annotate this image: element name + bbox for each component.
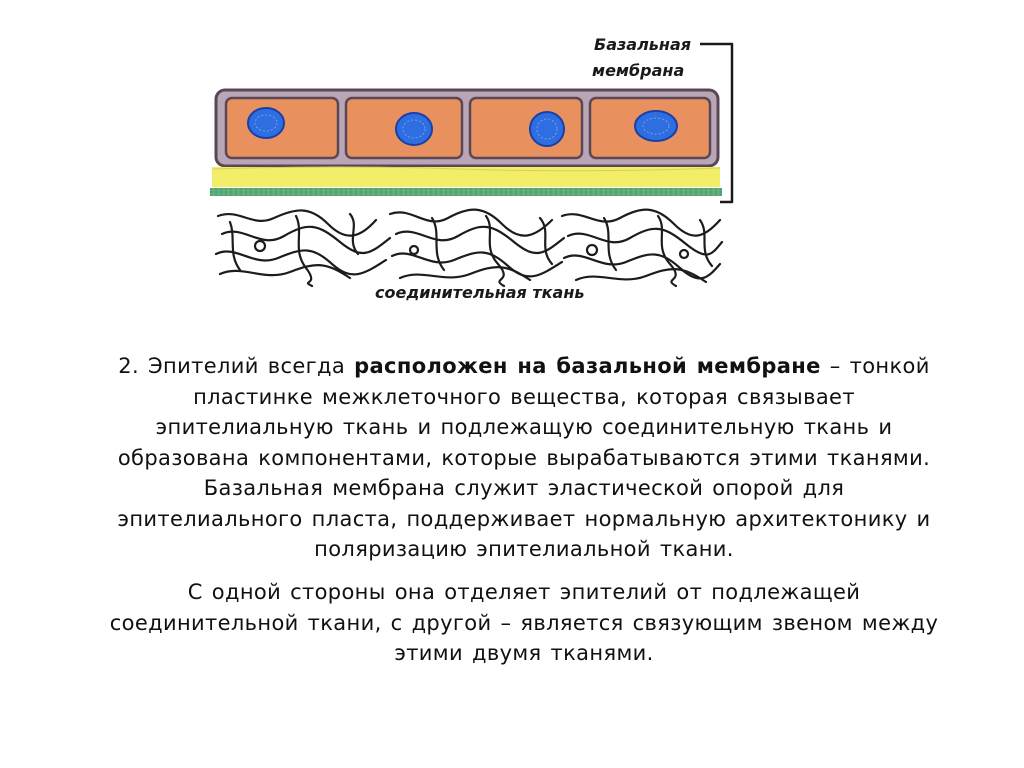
paragraph-separation <box>40 577 1008 669</box>
epithelial-cell <box>590 98 710 158</box>
paragraph-1-line-2: пластинке межклеточного вещества, которая связывает <box>193 384 855 409</box>
paragraph-2-line-3: этими двумя тканями. <box>394 641 654 665</box>
nucleus <box>635 111 677 141</box>
paragraph-1-line-7: поляризацию эпителиальной ткани. <box>314 537 734 561</box>
emphasis-basal-membrane: расположен на базальной мембране <box>354 354 821 378</box>
paragraph-1-line-4: образована компонентами, которые вырабатываются этими тканями. <box>117 445 931 470</box>
paragraph-2-line-1: С одной стороны она отделяет эпителий от подлежащей <box>187 580 861 604</box>
basal-membrane-label-line2: мембрана <box>592 61 685 80</box>
paragraph-1-line-1 <box>40 351 1008 382</box>
nucleus <box>248 108 284 138</box>
basal-membrane-label-line1: Базальная <box>594 35 692 54</box>
epithelial-cell <box>226 98 338 158</box>
connective-tissue-label: соединительная ткань <box>375 283 585 302</box>
paragraph-basal-membrane <box>40 351 1008 565</box>
epithelial-cell <box>346 98 462 158</box>
nucleus <box>396 113 432 145</box>
paragraph-1-line-6: эпителиального пласта, поддерживает нормальную архитектонику и <box>117 506 931 531</box>
paragraph-1-line-3: эпителиальную ткань и подлежащую соединительную ткань и <box>155 415 893 439</box>
epithelial-cell <box>470 98 582 158</box>
paragraph-2-line-2: соединительной ткани, с другой – является связующим звеном между <box>109 610 939 635</box>
connective-tissue-fibers <box>216 210 722 286</box>
epithelium-diagram <box>200 28 740 308</box>
nucleus <box>530 112 564 146</box>
line1-prefix: 2. Эпителий всегда <box>118 354 355 378</box>
line1-suffix: – тонкой <box>820 354 930 378</box>
paragraph-1-line-5: Базальная мембрана служит эластической опорой для <box>203 476 845 500</box>
